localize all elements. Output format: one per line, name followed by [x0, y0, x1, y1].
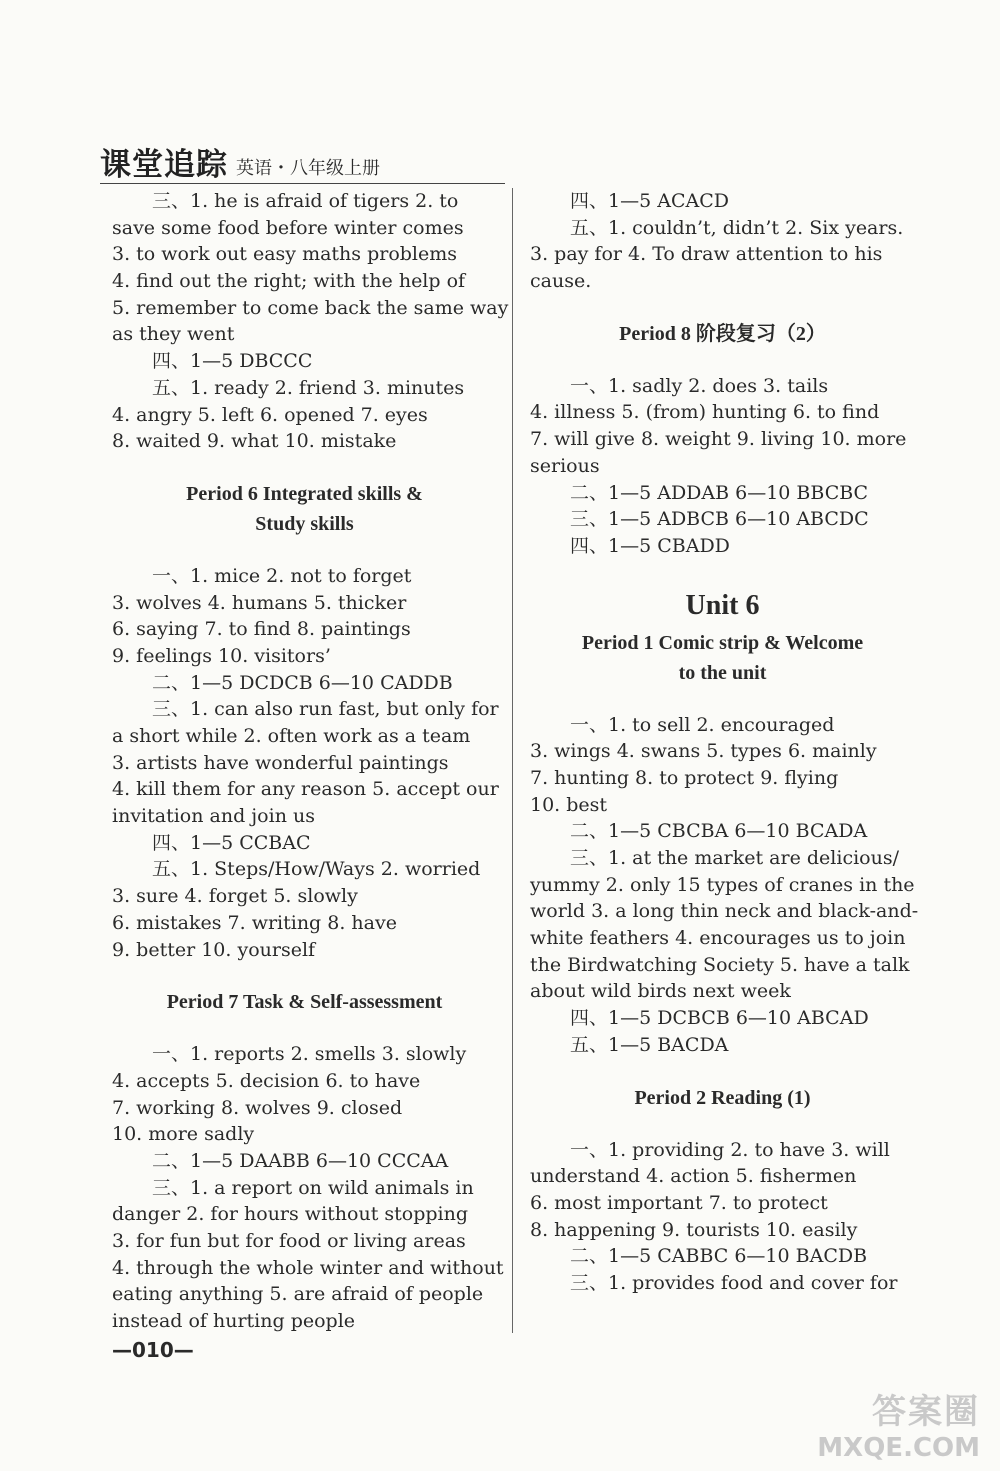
answer-line: 7. will give 8. weight 9. living 10. more — [530, 428, 907, 451]
answer-line: 6. most important 7. to protect — [530, 1191, 828, 1214]
answer-line: 三、1. he is afraid of tigers 2. to — [152, 190, 459, 212]
answer-line: 二、1—5 CBCBA 6—10 BCADA — [570, 820, 868, 843]
answer-line: 6. mistakes 7. writing 8. have — [112, 911, 397, 934]
answer-line: 9. feelings 10. visitors’ — [112, 644, 331, 667]
answer-line: eating anything 5. are afraid of people — [112, 1283, 484, 1306]
answer-line: 三、1. can also run fast, but only for — [152, 698, 499, 721]
answer-line: 一、1. mice 2. not to forget — [152, 564, 412, 587]
answer-line: 4. through the whole winter and without — [112, 1256, 504, 1279]
answer-line: 一、1. sadly 2. does 3. tails — [570, 374, 829, 397]
answer-line: the Birdwatching Society 5. have a talk — [530, 953, 910, 976]
answer-line: as they went — [112, 323, 235, 346]
section-heading: Period 8 阶段复习（2） — [619, 322, 826, 345]
book-subtitle: 英语・八年级上册 — [236, 158, 380, 179]
answer-line: 4. angry 5. left 6. opened 7. eyes — [112, 403, 428, 426]
answer-line: 9. better 10. yourself — [112, 938, 316, 961]
answer-line: 3. wolves 4. humans 5. thicker — [112, 591, 407, 614]
answer-line: invitation and join us — [112, 805, 315, 828]
answer-block — [530, 1137, 915, 1297]
answer-line: understand 4. action 5. fishermen — [530, 1165, 857, 1188]
answer-line: 五、1. couldn’t, didn’t 2. Six years. — [570, 216, 904, 239]
answer-block — [530, 188, 915, 295]
answer-block — [530, 712, 919, 1059]
watermark-text: 答案圈 — [872, 1392, 980, 1432]
answer-line: 四、1—5 DBCCC — [152, 350, 313, 373]
answer-line: 3. sure 4. forget 5. slowly — [112, 885, 358, 908]
watermark-url: MXQE.COM — [817, 1433, 980, 1463]
answer-line: 4. find out the right; with the help of — [112, 270, 466, 293]
answer-line: 6. saying 7. to find 8. paintings — [112, 618, 411, 641]
section-heading: Period 1 Comic strip & Welcome — [581, 631, 864, 654]
answer-line: 3. to work out easy maths problems — [112, 243, 458, 266]
answer-line: 一、1. to sell 2. encouraged — [570, 713, 835, 736]
answer-line: cause. — [530, 270, 592, 293]
answer-line: 3. wings 4. swans 5. types 6. mainly — [530, 740, 877, 763]
answer-line: 三、1. a report on wild animals in — [152, 1176, 474, 1199]
answer-block — [530, 373, 915, 560]
answer-line: danger 2. for hours without stopping — [112, 1203, 468, 1226]
answer-line: about wild birds next week — [530, 980, 791, 1003]
answer-block — [112, 563, 497, 963]
answer-line: 二、1—5 DAABB 6—10 CCCAA — [152, 1149, 449, 1172]
answer-line: 4. accepts 5. decision 6. to have — [112, 1069, 421, 1092]
section-heading-cont: to the unit — [678, 661, 767, 684]
answer-line: 二、1—5 ADDAB 6—10 BBCBC — [570, 481, 869, 504]
answer-line: 三、1. provides food and cover for — [570, 1271, 898, 1294]
page-number: —010— — [112, 1338, 194, 1362]
answer-line: 10. more sadly — [112, 1123, 255, 1146]
answer-line: world 3. a long thin neck and black-and- — [530, 900, 919, 923]
answer-line: 一、1. providing 2. to have 3. will — [570, 1138, 890, 1161]
answer-block — [112, 1041, 504, 1335]
section-heading-cont: Study skills — [255, 512, 354, 535]
answer-block — [112, 188, 509, 455]
column-divider — [512, 188, 513, 1333]
section-heading: Period 7 Task & Self-assessment — [166, 991, 443, 1014]
answer-line: 四、1—5 CBADD — [570, 534, 730, 557]
answer-line: 10. best — [530, 793, 608, 816]
answer-line: 四、1—5 CCBAC — [152, 831, 311, 854]
section-heading: Period 6 Integrated skills & — [186, 482, 423, 505]
answer-line: 8. happening 9. tourists 10. easily — [530, 1218, 858, 1241]
answer-line: 7. hunting 8. to protect 9. flying — [530, 766, 839, 789]
answer-line: 5. remember to come back the same way — [112, 296, 509, 319]
answer-line: 7. working 8. wolves 9. closed — [112, 1096, 403, 1119]
answer-line: white feathers 4. encourages us to join — [530, 927, 906, 950]
answer-line: 三、1—5 ADBCB 6—10 ABCDC — [570, 508, 869, 531]
answer-line: 一、1. reports 2. smells 3. slowly — [152, 1043, 467, 1066]
answer-line: save some food before winter comes — [112, 216, 464, 239]
page-header — [100, 140, 500, 184]
answer-line: 3. pay for 4. To draw attention to his — [530, 243, 883, 266]
answer-line: 五、1—5 BACDA — [570, 1033, 729, 1056]
answer-line: 五、1. Steps/How/Ways 2. worried — [152, 858, 481, 881]
answer-line: 二、1—5 CABBC 6—10 BACDB — [570, 1245, 868, 1268]
answer-line: yummy 2. only 15 types of cranes in the — [530, 873, 915, 896]
answer-line: instead of hurting people — [112, 1310, 356, 1333]
answer-line: 4. illness 5. (from) hunting 6. to find — [530, 401, 880, 424]
answer-line: 四、1—5 DCBCB 6—10 ABCAD — [570, 1007, 869, 1030]
left-column — [112, 188, 509, 1335]
book-brand: 课堂追踪 — [100, 147, 228, 183]
answer-line: 四、1—5 ACACD — [570, 190, 729, 212]
answer-line: 五、1. ready 2. friend 3. minutes — [152, 376, 465, 399]
answer-line: a short while 2. often work as a team — [112, 725, 471, 747]
right-column — [530, 188, 919, 1297]
answer-line: 三、1. at the market are delicious/ — [570, 847, 899, 869]
answer-line: serious — [530, 454, 600, 477]
unit-title: Unit 6 — [685, 589, 760, 621]
answer-line: 二、1—5 DCDCB 6—10 CADDB — [152, 671, 453, 694]
answer-line: 3. for fun but for food or living areas — [112, 1230, 466, 1252]
watermark — [817, 1384, 980, 1463]
header-rule — [100, 183, 505, 184]
section-heading: Period 2 Reading (1) — [634, 1086, 811, 1109]
answer-line: 4. kill them for any reason 5. accept our — [112, 778, 499, 801]
answer-line: 8. waited 9. what 10. mistake — [112, 430, 397, 453]
answer-line: 3. artists have wonderful paintings — [112, 751, 449, 774]
